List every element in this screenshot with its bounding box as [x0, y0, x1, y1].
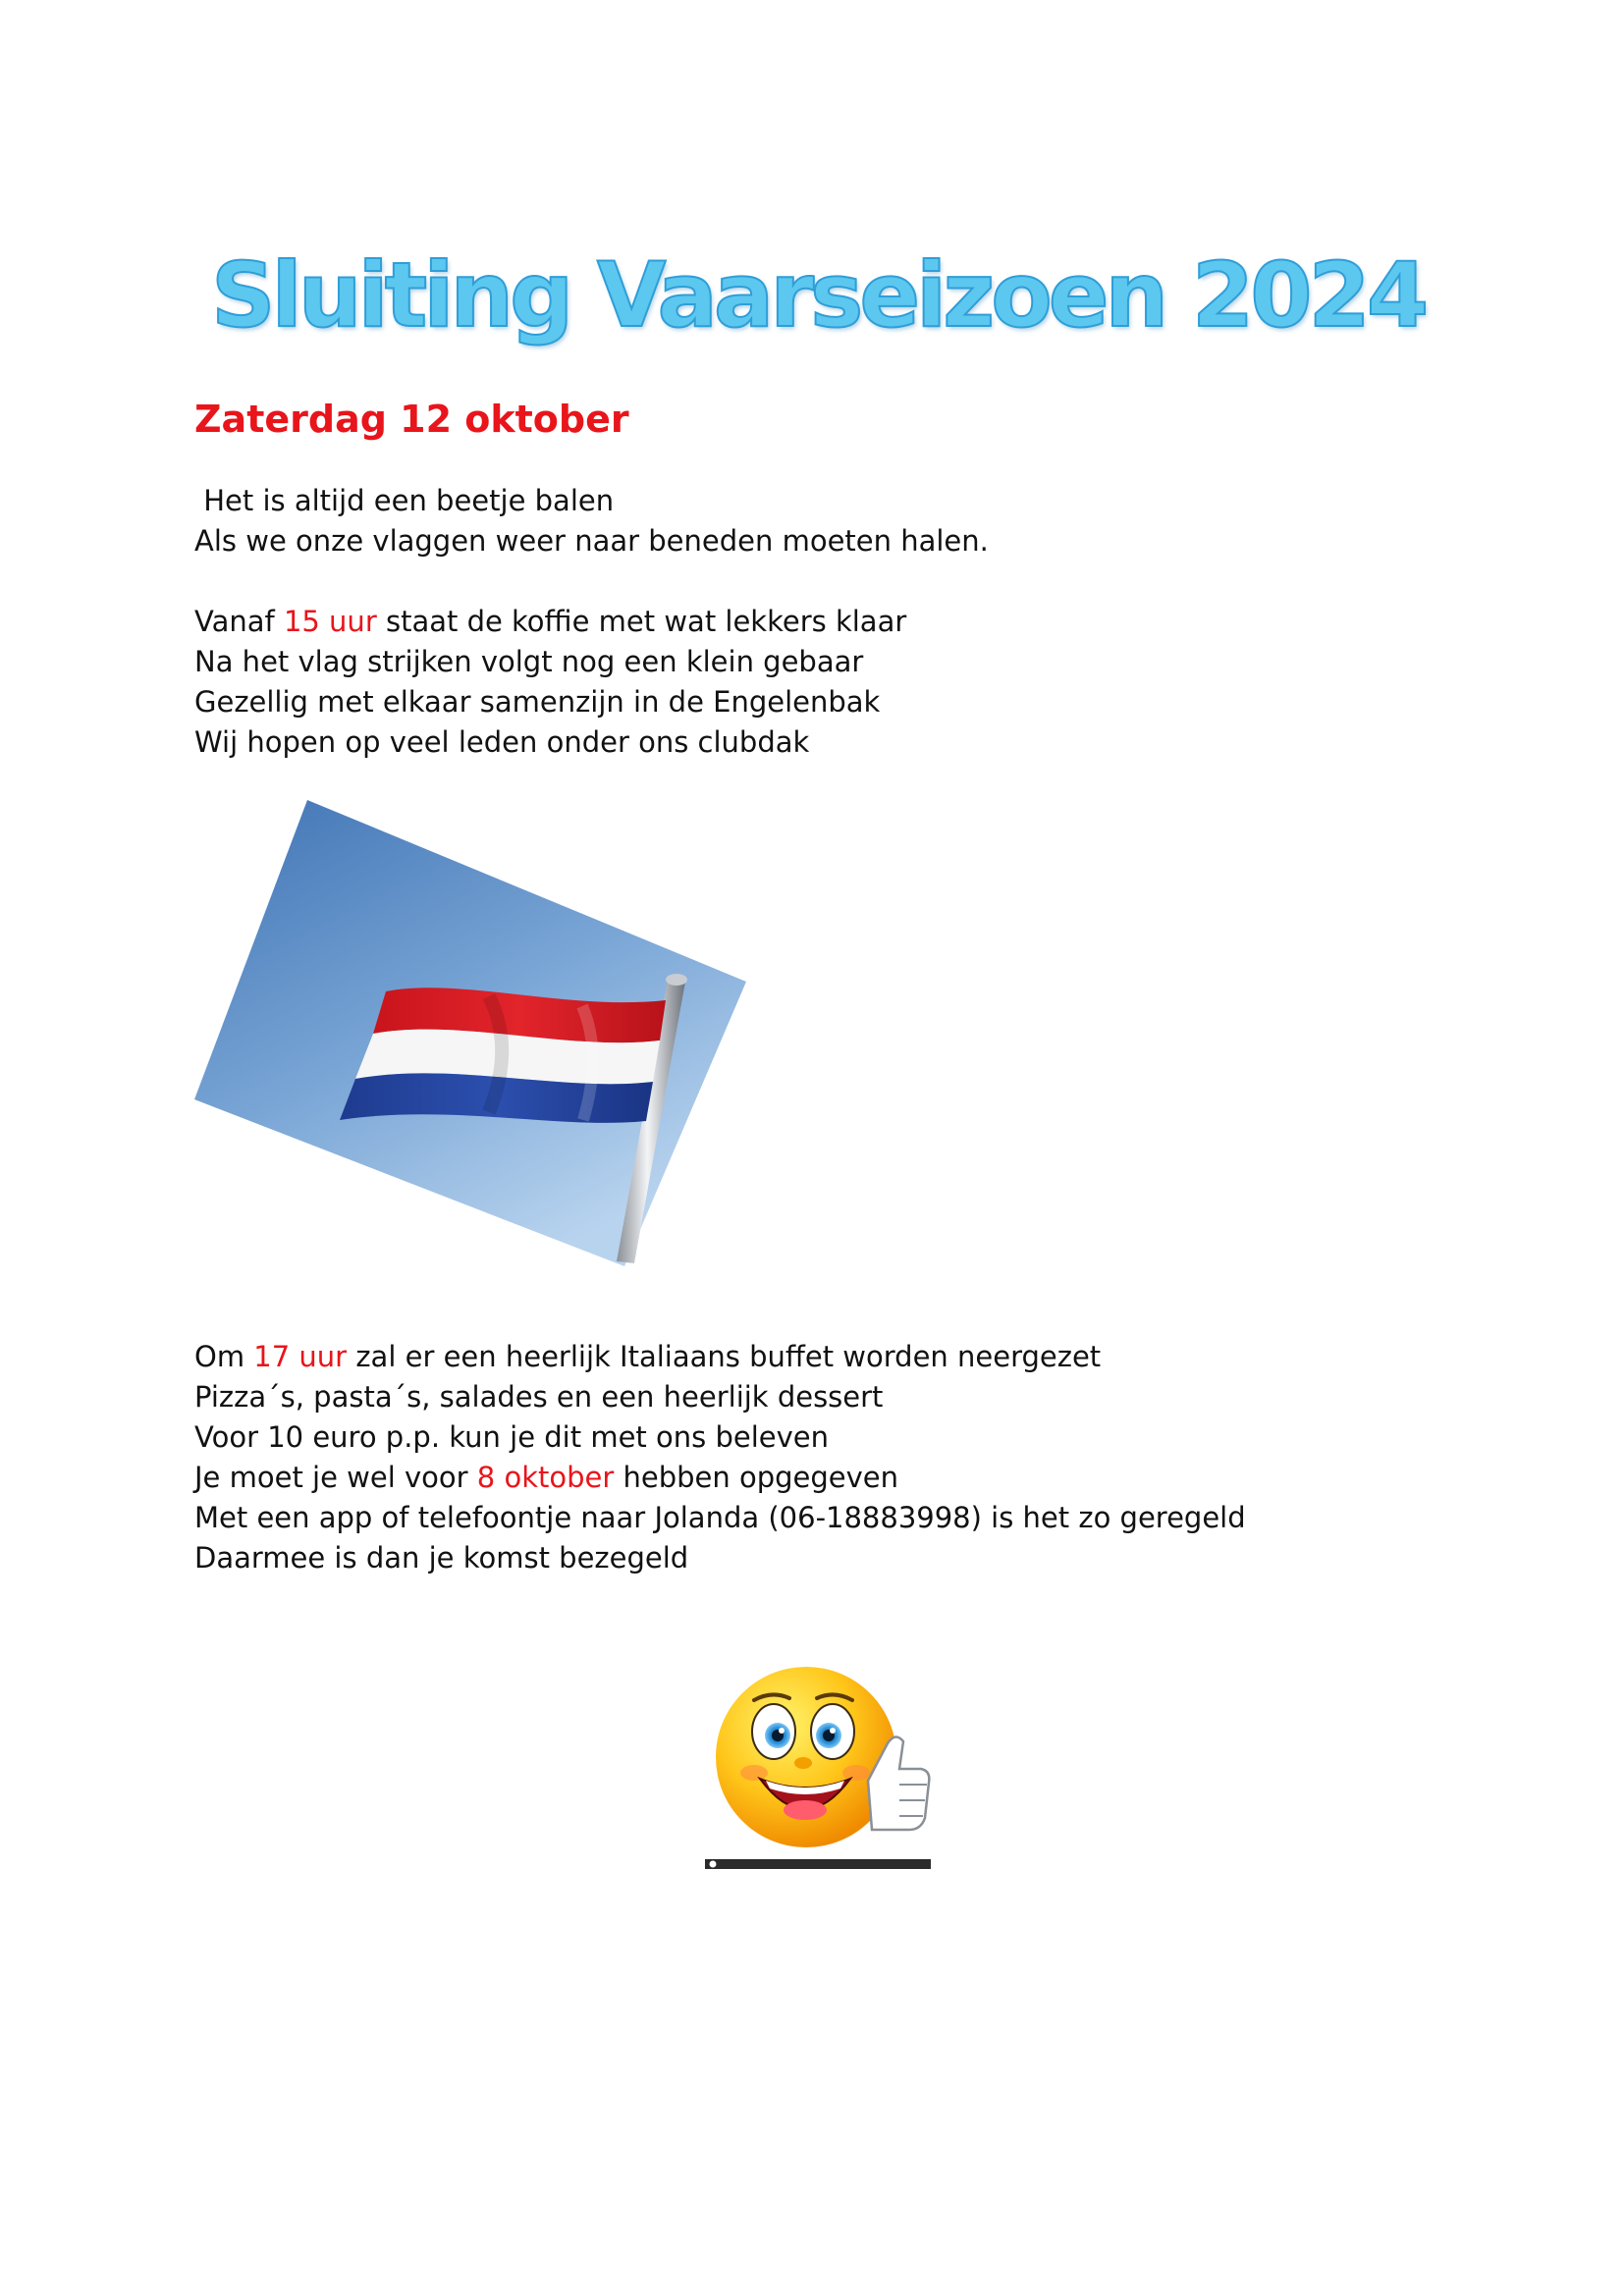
event-date: Zaterdag 12 oktober	[194, 398, 629, 441]
afternoon-line-4: Wij hopen op veel leden onder ons clubdak	[194, 725, 810, 759]
paragraph-gap	[194, 561, 989, 602]
evening-line-1-end: zal er een heerlijk Italiaans buffet worden neergezet	[347, 1340, 1102, 1373]
intro-line-2: Als we onze vlaggen weer naar beneden moeten halen.	[194, 524, 989, 558]
evening-line-4-end: hebben opgegeven	[614, 1461, 899, 1494]
page-title: Sluiting Vaarseizoen 2024	[211, 244, 1426, 347]
intro-line-1: Het is altijd een beetje balen	[194, 484, 615, 517]
dutch-flag-illustration	[194, 800, 746, 1266]
afternoon-line-1-start: Vanaf	[194, 605, 284, 638]
evening-line-5: Met een app of telefoontje naar Jolanda (06-18883998) is het zo geregeld	[194, 1501, 1246, 1534]
buffet-text-block	[194, 1337, 1246, 1578]
thumbs-up-smiley-icon	[703, 1663, 933, 1869]
evening-line-1	[194, 1337, 1246, 1377]
coffee-time: 15 uur	[283, 605, 377, 638]
evening-line-4	[194, 1458, 1246, 1498]
thumbs-up-smiley-image	[703, 1663, 933, 1869]
afternoon-line-3: Gezellig met elkaar samenzijn in de Engelenbak	[194, 685, 881, 719]
intro-text-block	[194, 481, 989, 763]
buffet-time: 17 uur	[253, 1340, 348, 1373]
afternoon-line-1-end: staat de koffie met wat lekkers klaar	[376, 605, 907, 638]
registration-deadline: 8 oktober	[476, 1461, 615, 1494]
afternoon-line-1	[194, 602, 989, 642]
evening-line-4-start: Je moet je wel voor	[194, 1461, 477, 1494]
dutch-flag-image	[194, 800, 746, 1266]
evening-line-1-start: Om	[194, 1340, 254, 1373]
evening-line-2: Pizza´s, pasta´s, salades en een heerlijk dessert	[194, 1380, 884, 1414]
afternoon-line-2: Na het vlag strijken volgt nog een klein gebaar	[194, 645, 864, 678]
evening-line-6: Daarmee is dan je komst bezegeld	[194, 1541, 689, 1575]
evening-line-3: Voor 10 euro p.p. kun je dit met ons beleven	[194, 1420, 829, 1454]
